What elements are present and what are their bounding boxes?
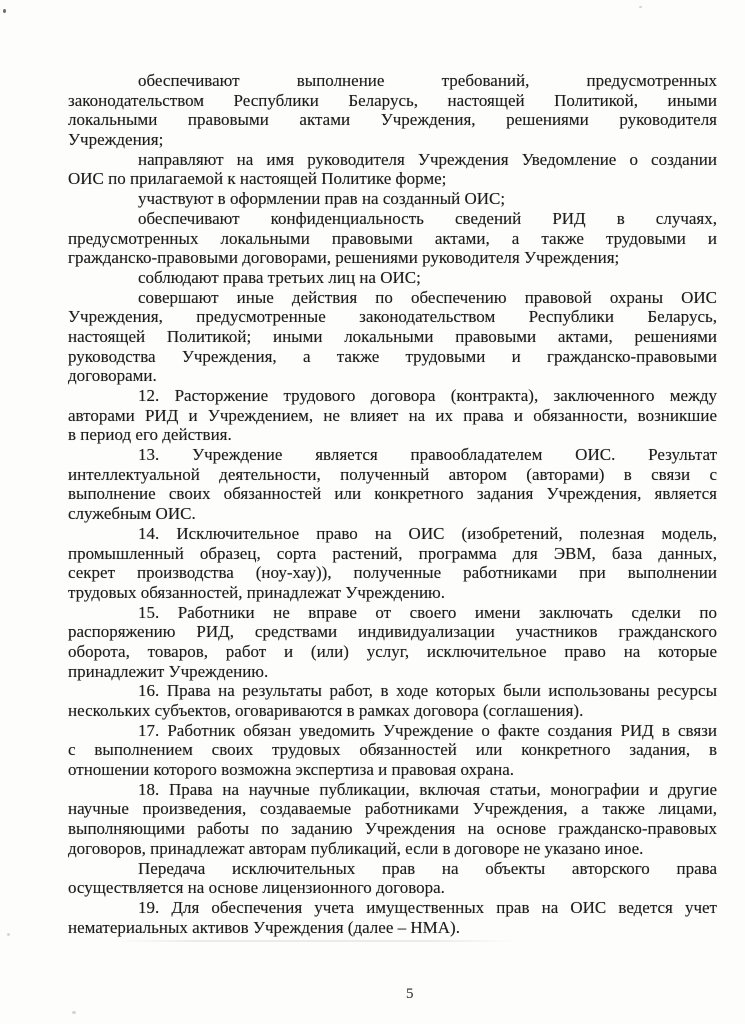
paragraph — [68, 603, 717, 682]
text-line: оборота, товаров, работ и (или) услуг, исключительное право на которые — [68, 641, 717, 661]
paragraph — [68, 268, 717, 288]
text-line: выполняющими работы по заданию Учреждения на основе гражданско-правовых — [68, 819, 717, 839]
paragraph — [68, 859, 717, 898]
text-line: авторами РИД и Учреждением, не влияет на их права и обязанности, возникшие — [68, 405, 717, 425]
scan-speck — [7, 933, 10, 936]
text-line: Учреждения; — [68, 130, 164, 150]
text-line: распоряжению РИД, средствами индивидуализации участников гражданского — [68, 622, 717, 642]
text-line: интеллектуальной деятельности, полученный автором (авторами) в связи с — [68, 464, 717, 484]
page-number: 5 — [406, 986, 414, 1002]
paragraph — [68, 721, 717, 780]
paragraph — [68, 780, 717, 859]
text-line: руководства Учреждения, а также трудовыми и гражданско-правовыми — [68, 346, 717, 366]
text-line: 15. Работники не вправе от своего имени заключать сделки по — [138, 602, 717, 622]
text-line: с выполнением своих трудовых обязанностей или конкретного задания, в — [68, 740, 717, 760]
paragraph — [68, 445, 717, 524]
text-line: в период его действия. — [68, 425, 232, 445]
paragraph — [68, 209, 717, 268]
text-line: 18. Права на научные публикации, включая статьи, монографии и другие — [138, 779, 717, 799]
text-line: совершают иные действия по обеспечению правовой охраны ОИС — [138, 287, 717, 307]
text-line: Учреждения, предусмотренные законодательством Республики Беларусь, — [68, 307, 717, 327]
paragraph — [68, 71, 717, 150]
text-line: локальными правовыми актами Учреждения, решениями руководителя — [68, 110, 717, 130]
text-line: служебным ОИС. — [68, 504, 196, 524]
scan-streak — [114, 940, 514, 942]
text-line: 14. Исключительное право на ОИС (изобретений, полезная модель, — [138, 523, 717, 543]
text-line: направляют на имя руководителя Учреждения Уведомление о создании — [138, 149, 717, 169]
text-line: обеспечивают выполнение требований, предусмотренных — [138, 71, 717, 90]
paragraph — [68, 386, 717, 445]
text-line: промышленный образец, сорта растений, программа для ЭВМ, база данных, — [68, 543, 717, 563]
paragraph — [68, 524, 717, 603]
text-line: отношении которого возможна экспертиза и правовая охрана. — [68, 760, 514, 780]
paragraph — [68, 681, 717, 720]
text-line: соблюдают права третьих лиц на ОИС; — [138, 267, 421, 287]
paragraph — [68, 898, 717, 937]
text-line: предусмотренных локальными правовыми актами, а также трудовыми и — [68, 228, 717, 248]
text-line: выполнение своих обязанностей или конкретного задания Учреждения, является — [68, 484, 717, 504]
text-line: 19. Для обеспечения учета имущественных прав на ОИС ведется учет — [138, 897, 717, 917]
text-line: гражданско-правовыми договорами, решениями руководителя Учреждения; — [68, 248, 620, 268]
text-line: секрет производства (ноу-хау)), полученные работниками при выполнении — [68, 563, 717, 583]
text-line: 17. Работник обязан уведомить Учреждение о факте создания РИД в связи — [138, 720, 717, 740]
text-line: осуществляется на основе лицензионного договора. — [68, 878, 445, 898]
text-line: научные произведения, создаваемые работниками Учреждения, а также лицами, — [68, 799, 717, 819]
scan-speck — [639, 6, 642, 8]
text-line: договоров, принадлежат авторам публикаций, если в договоре не указано иное. — [68, 838, 644, 858]
text-line: принадлежит Учреждению. — [68, 661, 269, 681]
text-line: 16. Права на результаты работ, в ходе которых были использованы ресурсы — [138, 681, 717, 701]
scan-speck — [72, 1011, 76, 1014]
text-line: трудовых обязанностей, принадлежат Учреждению. — [68, 582, 445, 602]
paragraph — [68, 288, 717, 386]
text-line: 12. Расторжение трудового договора (контракта), заключенного между — [138, 386, 717, 405]
text-line: обеспечивают конфиденциальность сведений РИД в случаях, — [138, 208, 717, 228]
text-line: договорами. — [68, 366, 157, 386]
text-line: 13. Учреждение является правообладателем ОИС. Результат — [138, 445, 717, 465]
text-line: участвуют в оформлении прав на созданный ОИС; — [138, 189, 506, 209]
text-line: нематериальных активов Учреждения (далее – НМА). — [68, 917, 460, 937]
text-line: Передача исключительных прав на объекты авторского права — [138, 858, 717, 878]
document-text-block — [68, 71, 717, 937]
paragraph — [68, 189, 717, 209]
text-line: нескольких субъектов, оговариваются в рамках договора (соглашения). — [68, 701, 584, 720]
scan-speck — [3, 9, 6, 13]
text-line: законодательством Республики Беларусь, настоящей Политикой, иными — [68, 90, 717, 110]
text-line: настоящей Политикой; иными локальными правовыми актами, решениями — [68, 326, 717, 346]
text-line: ОИС по прилагаемой к настоящей Политике форме; — [68, 169, 447, 189]
paragraph — [68, 150, 717, 189]
